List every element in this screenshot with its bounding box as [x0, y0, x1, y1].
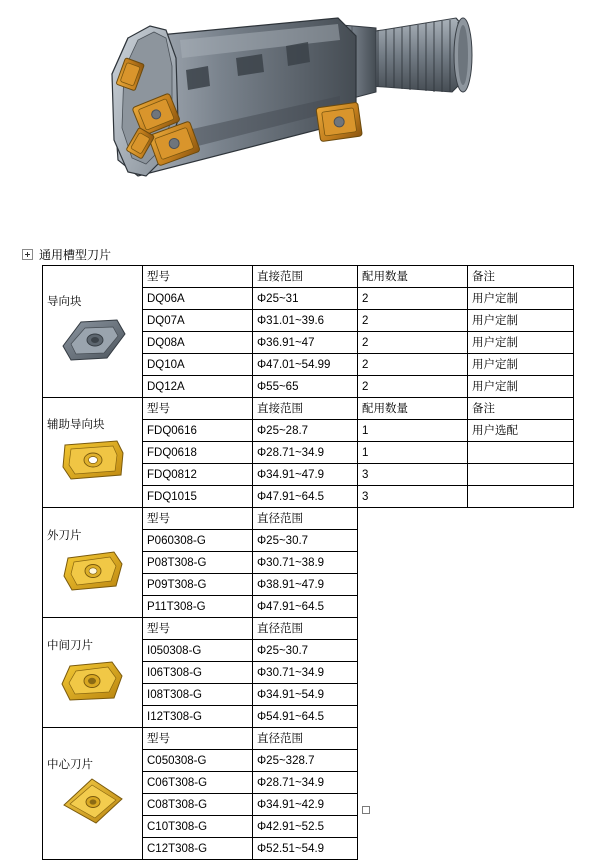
cell-model: FDQ0618: [143, 442, 253, 464]
group-cell-aux-guide-pad: [43, 398, 143, 508]
outer-insert-thumbnail: [56, 544, 130, 596]
guide-pad-insert-thumbnail: [55, 310, 131, 368]
cell-range: Φ38.91~47.9: [253, 574, 358, 596]
cell-note: 用户定制: [468, 310, 574, 332]
cell-note: 用户定制: [468, 332, 574, 354]
cell-range: Φ25~31: [253, 288, 358, 310]
cell-model: C08T308-G: [143, 794, 253, 816]
cell-model: C06T308-G: [143, 772, 253, 794]
table-row: [43, 266, 574, 288]
column-header-range: 直径范围: [253, 508, 358, 530]
center-insert-thumbnail: [56, 773, 130, 829]
cell-range: Φ55~65: [253, 376, 358, 398]
cell-qty: 2: [358, 332, 468, 354]
auxiliary-guide-pad-thumbnail: [55, 433, 131, 487]
cell-range: Φ34.91~47.9: [253, 464, 358, 486]
section-title: 通用槽型刀片: [39, 248, 112, 262]
cell-model: DQ08A: [143, 332, 253, 354]
cell-range: Φ25~328.7: [253, 750, 358, 772]
cell-range: Φ30.71~34.9: [253, 662, 358, 684]
cell-model: FDQ1015: [143, 486, 253, 508]
group-label: 导向块: [47, 296, 82, 308]
cell-range: Φ30.71~38.9: [253, 552, 358, 574]
cell-note: [468, 486, 574, 508]
cell-model: I050308-G: [143, 640, 253, 662]
cell-range: Φ25~28.7: [253, 420, 358, 442]
column-header-model: 型号: [143, 618, 253, 640]
column-header-range: 直径范围: [253, 618, 358, 640]
column-header-model: 型号: [143, 728, 253, 750]
cell-note: [468, 442, 574, 464]
insert-spec-table: [42, 265, 574, 860]
cell-range: Φ34.91~54.9: [253, 684, 358, 706]
column-header-model: 型号: [143, 508, 253, 530]
column-header-model: 型号: [143, 266, 253, 288]
table-row: [43, 398, 574, 420]
cell-range: Φ25~30.7: [253, 530, 358, 552]
column-header-range: 直接范围: [253, 266, 358, 288]
group-cell-guide-pad: [43, 266, 143, 398]
middle-insert-thumbnail: [56, 654, 130, 706]
cell-model: DQ10A: [143, 354, 253, 376]
cell-note: 用户选配: [468, 420, 574, 442]
cell-qty: 2: [358, 376, 468, 398]
cell-model: P11T308-G: [143, 596, 253, 618]
expand-plus-icon[interactable]: [22, 249, 33, 260]
cell-model: C050308-G: [143, 750, 253, 772]
group-cell-middle-insert: [43, 618, 143, 728]
cell-note: 用户定制: [468, 288, 574, 310]
cutter-shank: [370, 18, 472, 92]
cell-model: C12T308-G: [143, 838, 253, 860]
cell-range: Φ54.91~64.5: [253, 706, 358, 728]
cell-qty: 2: [358, 288, 468, 310]
cell-model: P060308-G: [143, 530, 253, 552]
table-row: [43, 728, 574, 750]
cell-range: Φ47.01~54.99: [253, 354, 358, 376]
cell-model: I12T308-G: [143, 706, 253, 728]
table-row: [43, 508, 574, 530]
cell-model: DQ07A: [143, 310, 253, 332]
cell-model: C10T308-G: [143, 816, 253, 838]
cell-model: I06T308-G: [143, 662, 253, 684]
cell-model: I08T308-G: [143, 684, 253, 706]
column-header-note: 备注: [468, 266, 574, 288]
cell-model: FDQ0616: [143, 420, 253, 442]
cell-qty: 1: [358, 420, 468, 442]
cell-range: Φ52.51~54.9: [253, 838, 358, 860]
column-header-note: 备注: [468, 398, 574, 420]
cell-range: Φ28.71~34.9: [253, 442, 358, 464]
cell-qty: 1: [358, 442, 468, 464]
cell-range: Φ28.71~34.9: [253, 772, 358, 794]
cell-range: Φ31.01~39.6: [253, 310, 358, 332]
cell-range: Φ47.91~64.5: [253, 486, 358, 508]
cell-qty: 2: [358, 310, 468, 332]
cell-range: Φ47.91~64.5: [253, 596, 358, 618]
group-label: 中心刀片: [47, 759, 93, 771]
column-header-range: 直径范围: [253, 728, 358, 750]
cell-range: Φ25~30.7: [253, 640, 358, 662]
milling-cutter-illustration: [0, 0, 600, 225]
group-cell-outer-insert: [43, 508, 143, 618]
cell-range: Φ36.91~47: [253, 332, 358, 354]
group-cell-center-insert: [43, 728, 143, 860]
cell-qty: 3: [358, 486, 468, 508]
column-header-model: 型号: [143, 398, 253, 420]
group-label: 中间刀片: [47, 640, 93, 652]
cutter-body: [112, 18, 356, 176]
cell-model: P09T308-G: [143, 574, 253, 596]
table-row: [43, 618, 574, 640]
resize-handle[interactable]: [362, 806, 370, 814]
cell-model: FDQ0812: [143, 464, 253, 486]
column-header-qty: 配用数量: [358, 398, 468, 420]
cell-note: 用户定制: [468, 376, 574, 398]
cell-range: Φ42.91~52.5: [253, 816, 358, 838]
cell-qty: 2: [358, 354, 468, 376]
section-header[interactable]: [22, 246, 111, 263]
cell-note: [468, 464, 574, 486]
group-label: 辅助导向块: [47, 419, 105, 431]
column-header-qty: 配用数量: [358, 266, 468, 288]
cell-range: Φ34.91~42.9: [253, 794, 358, 816]
cell-model: DQ06A: [143, 288, 253, 310]
cell-qty: 3: [358, 464, 468, 486]
column-header-range: 直接范围: [253, 398, 358, 420]
cell-note: 用户定制: [468, 354, 574, 376]
cell-model: DQ12A: [143, 376, 253, 398]
group-label: 外刀片: [47, 530, 82, 542]
cell-model: P08T308-G: [143, 552, 253, 574]
